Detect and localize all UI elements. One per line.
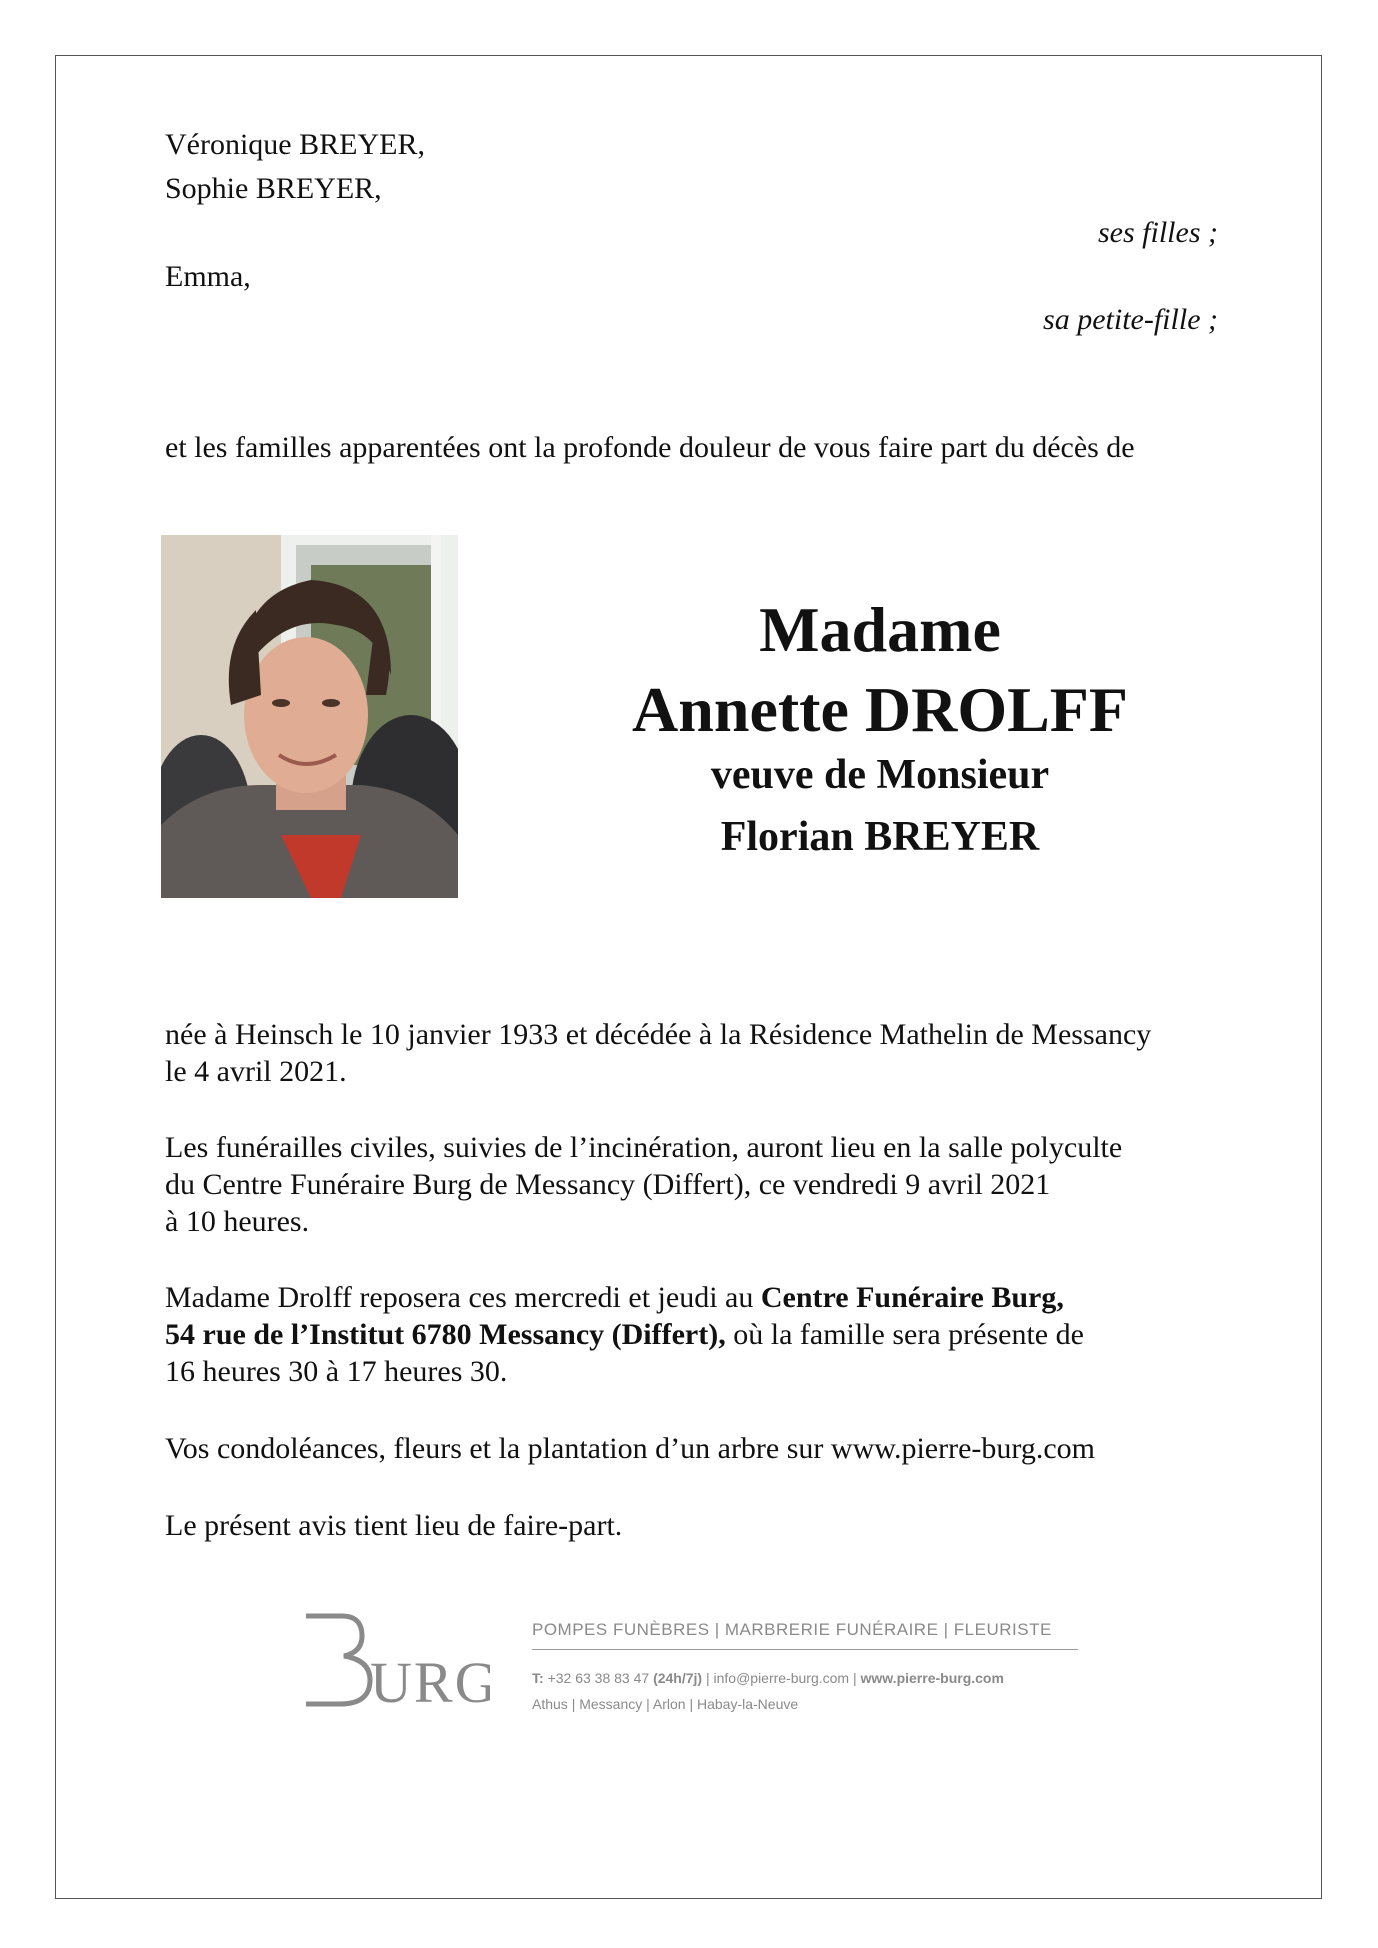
funeral-center-name: Centre Funéraire Burg, bbox=[760, 1281, 1064, 1314]
footer-contact: T: +32 63 38 83 47 (24h/7j) | info@pierre-burg.com | www.pierre-burg.com bbox=[532, 1670, 1004, 1686]
deceased-name: Annette DROLFF bbox=[632, 674, 1128, 745]
spouse-name: Florian BREYER bbox=[720, 814, 1040, 860]
email-link[interactable]: info@pierre-burg.com bbox=[713, 1670, 850, 1686]
visitation-family-presence: où la famille sera présente de bbox=[725, 1318, 1084, 1351]
widow-of-label: veuve de Monsieur bbox=[710, 752, 1050, 798]
phone-hours: (24h/7j) bbox=[653, 1670, 703, 1686]
funeral-line-2: du Centre Funéraire Burg de Messancy (Differt), ce vendredi 9 avril 2021 bbox=[165, 1168, 1051, 1201]
family-line-1: Véronique BREYER, bbox=[165, 128, 425, 161]
burg-logo-icon bbox=[300, 1610, 490, 1710]
svg-text:URG: URG bbox=[370, 1650, 490, 1710]
family-line-3: Emma, bbox=[165, 260, 251, 293]
visitation-paragraph bbox=[165, 1279, 1225, 1390]
website-link[interactable]: www.pierre-burg.com bbox=[860, 1670, 1004, 1686]
footer-locations: Athus | Messancy | Arlon | Habay-la-Neuve bbox=[532, 1696, 799, 1712]
announcement-text: et les familles apparentées ont la profonde douleur de vous faire part du décès de bbox=[165, 431, 1135, 464]
phone-number: +32 63 38 83 47 bbox=[547, 1670, 650, 1686]
footer-services: POMPES FUNÈBRES | MARBRERIE FUNÉRAIRE | FLEURISTE bbox=[532, 1620, 1052, 1639]
phone-label: T: bbox=[532, 1670, 544, 1686]
portrait-photo-icon bbox=[161, 535, 458, 898]
footer-logo-area bbox=[300, 1610, 1100, 1720]
deceased-title: Madame bbox=[759, 594, 1001, 665]
funeral-line-1: Les funérailles civiles, suivies de l’incinération, auront lieu en la salle polyculte bbox=[165, 1131, 1123, 1164]
burg-logo bbox=[300, 1610, 490, 1710]
birth-line-1: née à Heinsch le 10 janvier 1933 et décédée à la Résidence Mathelin de Messancy bbox=[165, 1018, 1152, 1051]
funeral-center-address: 54 rue de l’Institut 6780 Messancy (Differt), bbox=[165, 1318, 726, 1351]
condolences-text: Vos condoléances, fleurs et la plantation d’un arbre sur www.pierre-burg.com bbox=[165, 1432, 1095, 1465]
notice-text: Le présent avis tient lieu de faire-part. bbox=[165, 1509, 623, 1542]
birth-death-paragraph bbox=[165, 1016, 1225, 1090]
visitation-line-2 bbox=[165, 1316, 1225, 1353]
relation-daughters: ses filles ; bbox=[1098, 216, 1218, 249]
portrait-photo bbox=[161, 535, 458, 898]
visitation-line-1 bbox=[165, 1279, 1225, 1316]
funeral-paragraph bbox=[165, 1129, 1225, 1240]
funeral-line-3: à 10 heures. bbox=[165, 1205, 310, 1238]
birth-line-2: le 4 avril 2021. bbox=[165, 1055, 347, 1088]
visitation-hours: 16 heures 30 à 17 heures 30. bbox=[165, 1355, 508, 1388]
logo-text bbox=[490, 1610, 491, 1611]
family-line-2: Sophie BREYER, bbox=[165, 172, 382, 205]
footer-divider bbox=[532, 1649, 1078, 1650]
visitation-intro: Madame Drolff reposera ces mercredi et jeudi au bbox=[165, 1281, 761, 1314]
relation-granddaughter: sa petite-fille ; bbox=[1043, 303, 1218, 336]
